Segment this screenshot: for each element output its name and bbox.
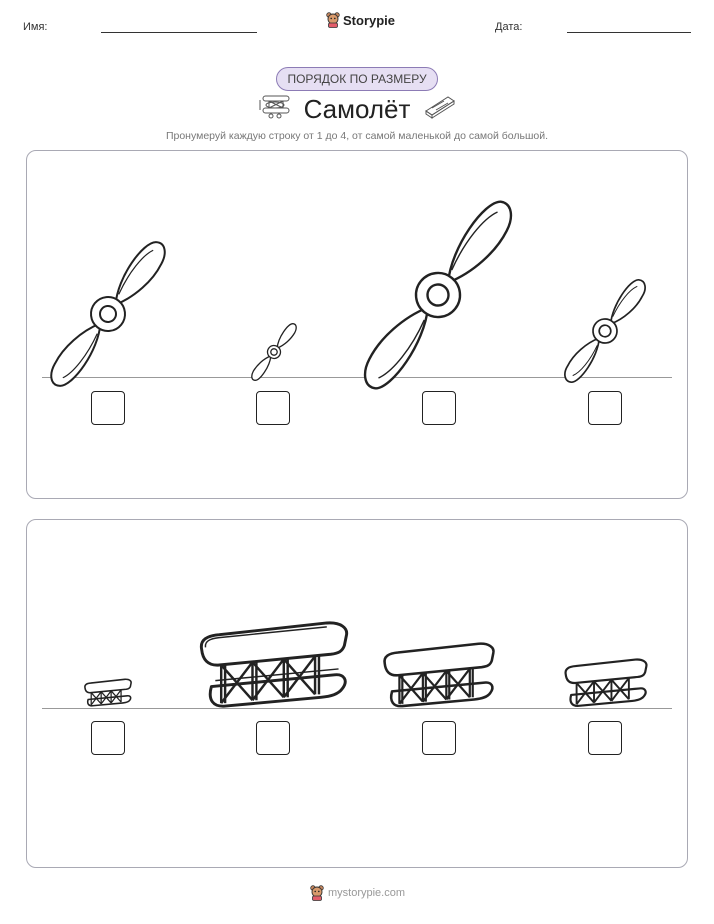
answer-box-1-2[interactable] <box>256 391 290 425</box>
page-title: Самолёт <box>303 94 411 124</box>
biplane-wing-medium <box>561 659 651 708</box>
date-line[interactable] <box>567 32 691 33</box>
category-badge: ПОРЯДОК ПО РАЗМЕРУ <box>276 67 438 91</box>
storypie-bear-icon <box>310 885 324 901</box>
name-label: Имя: <box>23 21 48 33</box>
biplane-wing-largest <box>193 622 355 710</box>
row-baseline <box>42 708 672 709</box>
biplane-icon <box>257 93 293 119</box>
wing-plank-icon <box>424 94 456 120</box>
brand-name: Storypie <box>343 12 396 28</box>
biplane-wing-large <box>378 643 500 709</box>
brand-logo <box>326 12 395 28</box>
answer-box-1-3[interactable] <box>422 391 456 425</box>
propeller-large <box>40 250 174 380</box>
footer <box>310 885 405 901</box>
answer-box-2-1[interactable] <box>91 721 125 755</box>
storypie-bear-icon <box>326 12 340 28</box>
footer-site[interactable]: mystorypie.com <box>328 887 406 899</box>
biplane-wing-small <box>83 679 133 707</box>
date-label: Дата: <box>495 21 523 33</box>
propeller-largest <box>355 212 525 380</box>
instructions: Пронумеруй каждую строку от 1 до 4, от самой маленькой до самой большой. <box>165 130 549 142</box>
answer-box-2-3[interactable] <box>422 721 456 755</box>
propeller-medium <box>558 286 654 380</box>
propeller-small <box>245 324 303 380</box>
answer-box-1-4[interactable] <box>588 391 622 425</box>
answer-box-2-4[interactable] <box>588 721 622 755</box>
answer-box-2-2[interactable] <box>256 721 290 755</box>
answer-box-1-1[interactable] <box>91 391 125 425</box>
name-line[interactable] <box>101 32 257 33</box>
